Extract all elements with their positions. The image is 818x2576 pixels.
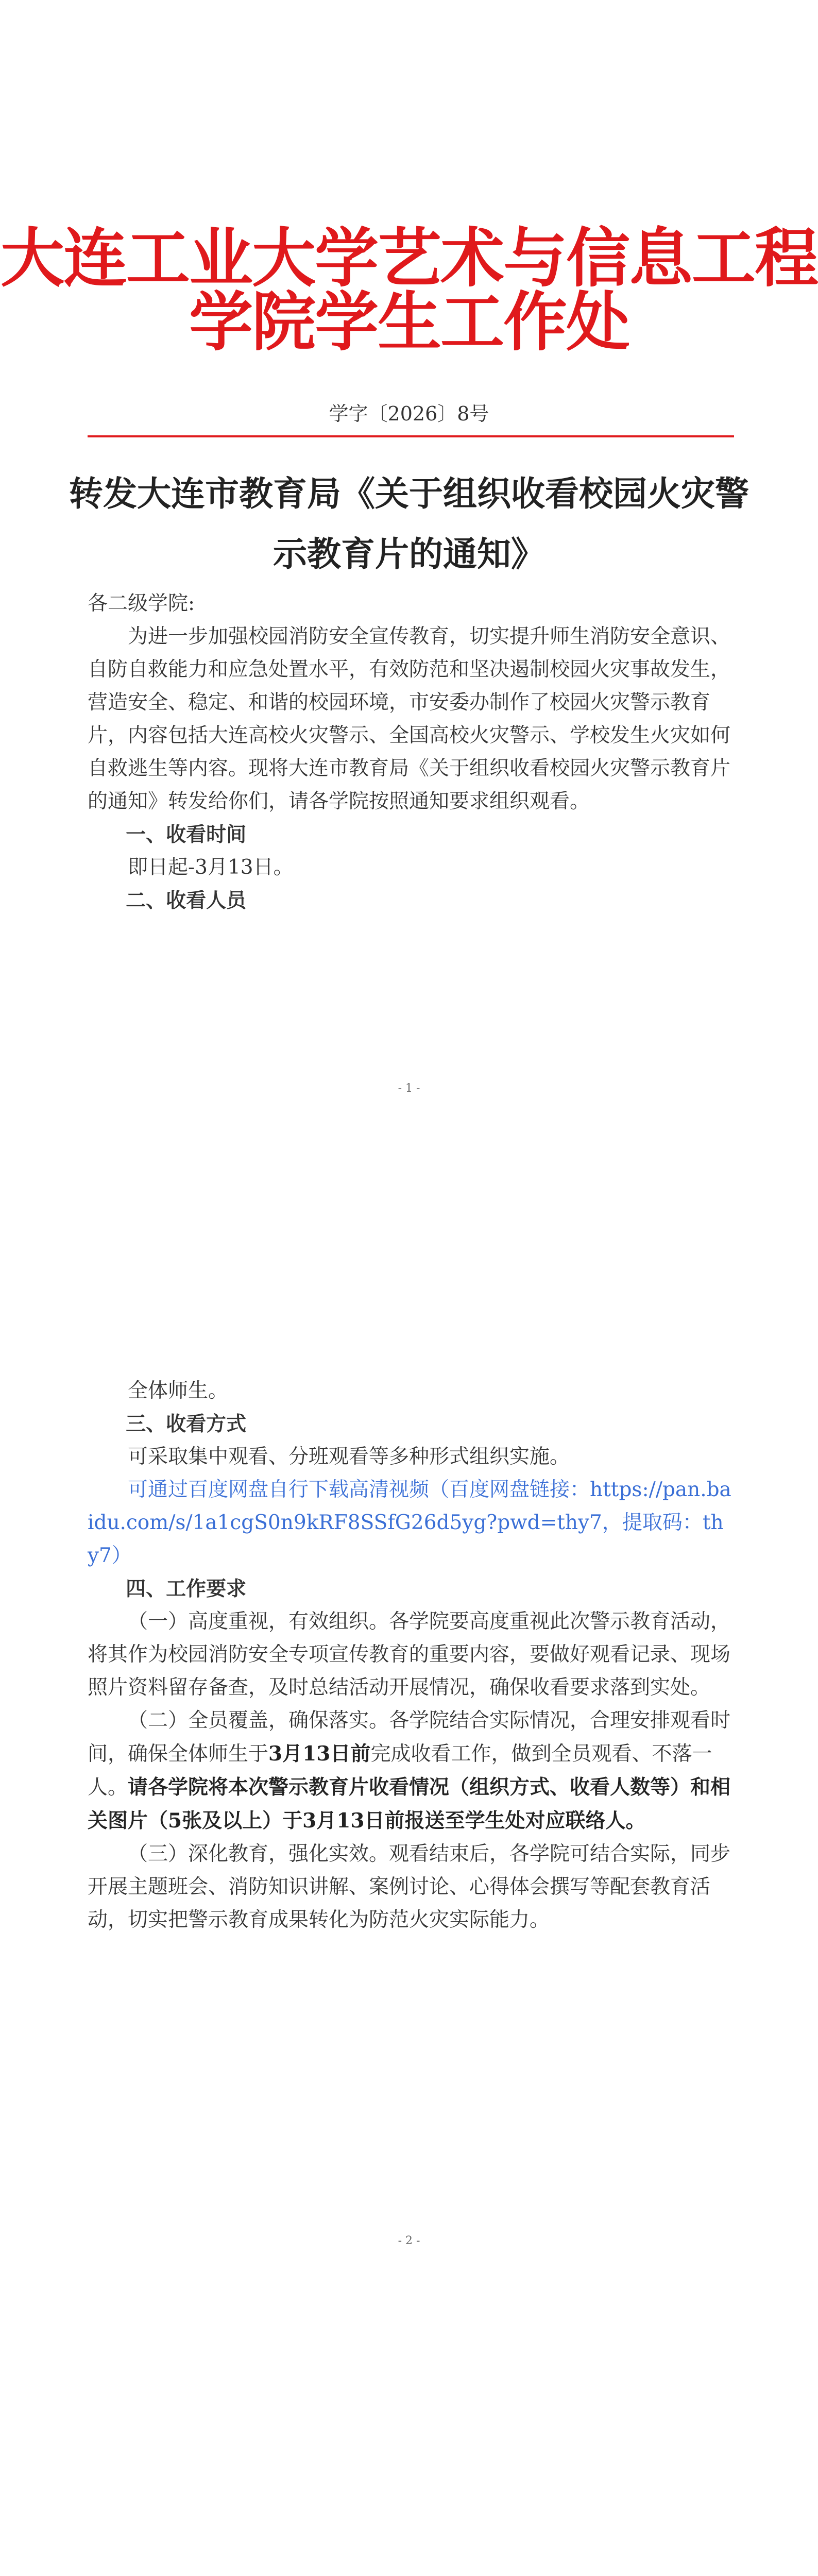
page-number-1: - 1 - [398, 1082, 420, 1095]
section1-text: 即日起-3月13日。 [128, 856, 294, 879]
requirement-3: （三）深化教育，强化实效。观看结束后，各学院可结合实际，同步开展主题班会、消防知识讲解、案例讨论、心得体会撰写等配套教育活动，切实把警示教育成果转化为防范火灾实际能力。 [88, 1842, 731, 1931]
document-number: 学字〔2026〕8号 [329, 402, 489, 425]
salutation: 各二级学院: [88, 592, 195, 615]
body-page2 [88, 1375, 734, 1937]
baidu-pan-link[interactable]: 可通过百度网盘自行下载高清视频（百度网盘链接：https://pan.baidu.com/s/1a1cgS0n9kRF8SSfG26d5yg?pwd=thy7，提取码：thy7） [88, 1478, 731, 1567]
requirement-2 [88, 1704, 734, 1838]
document-title-line1: 转发大连市教育局《关于组织收看校园火灾警 [69, 473, 749, 514]
org-header-title: 大连工业大学艺术与信息工程学院学生工作处 [0, 221, 817, 360]
page-number-2: - 2 - [398, 2234, 420, 2247]
req2-report-instruction: 请各学院将本次警示教育片收看情况（组织方式、收看人数等）和相关图片（5张及以上）于3月13日前报送至学生处对应联络人。 [88, 1775, 731, 1833]
section2-title: 二、收看人员 [126, 889, 247, 912]
body-page1 [88, 587, 734, 917]
req2-part-a: （二）全员覆盖，确保落实。各学院结合实际情况，合理安排观看时间，确保全体师生于 [88, 1709, 731, 1766]
section4-title: 四、工作要求 [126, 1577, 247, 1601]
section3-text: 可采取集中观看、分班观看等多种形式组织实施。 [128, 1445, 570, 1468]
document-title-line2: 示教育片的通知》 [273, 534, 545, 574]
section3-title: 三、收看方式 [126, 1412, 247, 1436]
section2-text: 全体师生。 [128, 1379, 229, 1402]
section1-title: 一、收看时间 [126, 823, 247, 846]
red-divider [88, 435, 734, 437]
req2-part-c: 完成收看工作，做到全员观看、不落一人。 [88, 1742, 712, 1799]
req2-deadline: 3月13日前 [268, 1742, 371, 1766]
requirement-1: （一）高度重视，有效组织。各学院要高度重视此次警示教育活动，将其作为校园消防安全专项宣传教育的重要内容，要做好观看记录、现场照片资料留存备查，及时总结活动开展情况，确保收看要求落到实处。 [88, 1610, 731, 1699]
intro-paragraph: 为进一步加强校园消防安全宣传教育，切实提升师生消防安全意识、自防自救能力和应急处置水平，有效防范和坚决遏制校园火灾事故发生，营造安全、稳定、和谐的校园环境，市安委办制作了校园火灾警示教育片，内容包括大连高校火灾警示、全国高校火灾警示、学校发生火灾如何自救逃生等内容。现将大连市教育局《关于组织收看校园火灾警示教育片的通知》转发给你们，请各学院按照通知要求组织观看。 [88, 625, 731, 813]
